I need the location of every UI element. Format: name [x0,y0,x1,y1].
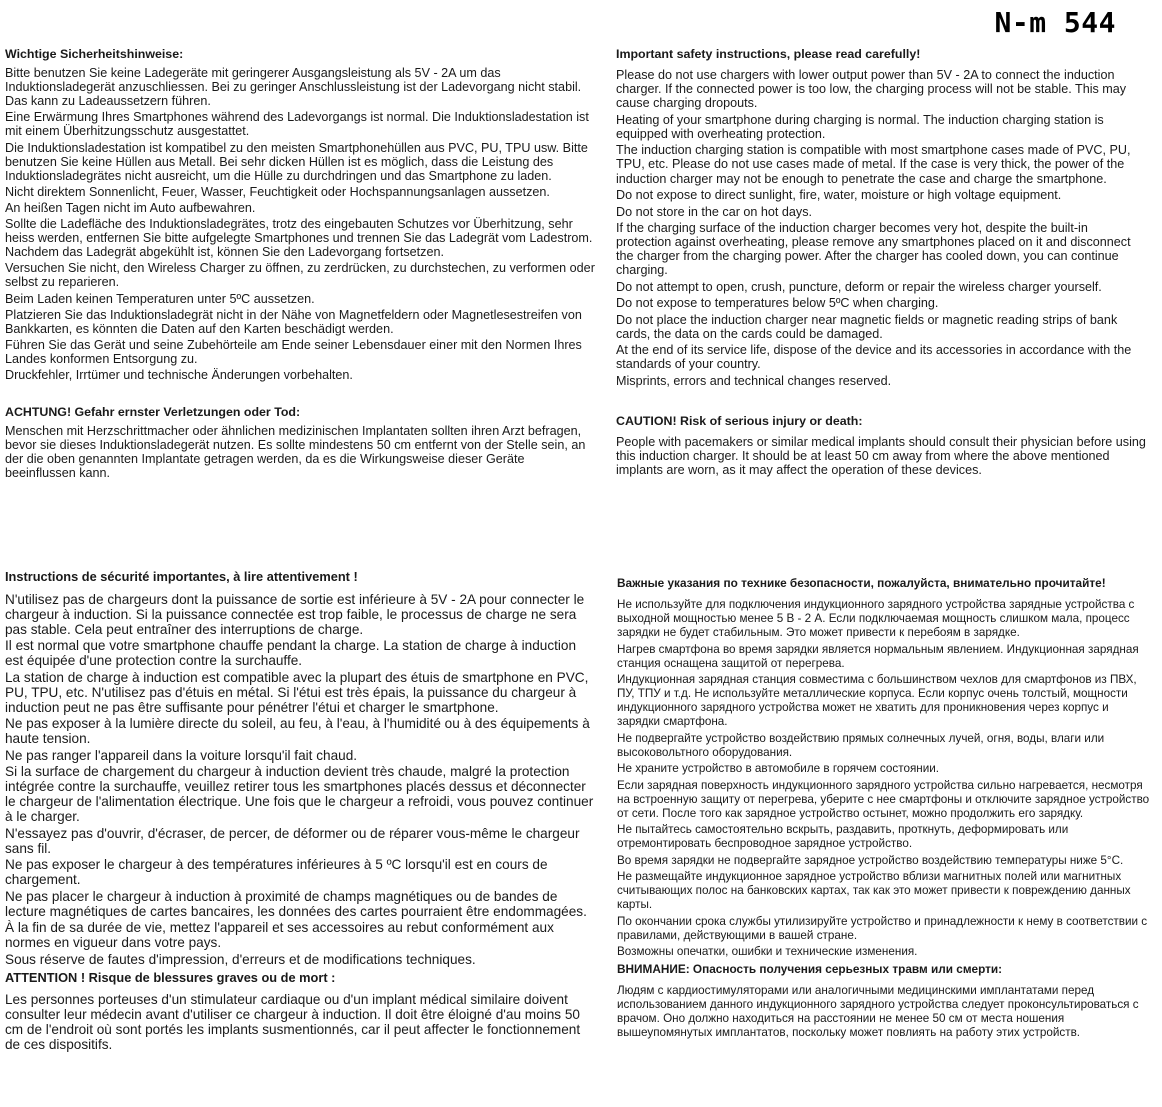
english-item: Please do not use chargers with lower output power than 5V - 2A to connect the induction charger. If the connected power is too low, the charging process will not be stable. This may cause charging dropouts. [616,68,1127,111]
french-item: Ne pas placer le chargeur à induction à proximité de champs magnétiques ou de bandes de lecture magnétiques de cartes bancaires, les données des cartes pourraient être endommagées. [5,888,587,919]
english-warning-text: People with pacemakers or similar medical implants should consult their physician before using this induction charger. It should be at least 50 cm away from where the above mentioned implants are worn, as it may affect the operation of these devices. [616,435,1146,478]
german-item: Die Induktionsladestation ist kompatibel zu den meisten Smartphonehüllen aus PVC, PU, TPU usw. Bitte benutzen Sie keine Hüllen aus Metall. Bei sehr dicken Hüllen ist es möglich, dass die Leistung des Induktionsladegrätes nicht ausreicht, um die Hülle zu durchdringen und das Smartphone zu laden. [5,140,588,183]
german-item: Versuchen Sie nicht, den Wireless Charger zu öffnen, zu zerdrücken, zu durchstechen, zu verformen oder selbst zu reparieren. [5,261,595,290]
french-item: N'utilisez pas de chargeurs dont la puissance de sortie est inférieure à 5V - 2A pour connecter le chargeur à induction. Si la puissance connectée est trop faible, le processus de charge ne sera pas stable. Cela peut entraîner des interruptions de charge. [5,591,585,637]
french-section [5,570,595,1055]
english-item: At the end of its service life, dispose of the device and its accessories in accordance with the standards of your country. [616,343,1132,372]
english-item: Do not expose to temperatures below 5ºC when charging. [616,296,939,311]
german-item: Eine Erwärmung Ihres Smartphones während des Ladevorgangs ist normal. Die Induktionsladestation ist mit einem Überhitzungsschutz ausgestattet. [5,110,589,139]
german-section [5,47,597,483]
russian-item: Не подвергайте устройство воздействию прямых солнечных лучей, огня, воды, влаги или высоковольтного оборудования. [617,731,1105,759]
english-item: The induction charging station is compatible with most smartphone cases made of PVC, PU, TPU, etc. Please do not use cases made of metal. If the case is very thick, the power of the induction charger may not be enough to penetrate the case and charge the smartphone. [616,143,1131,186]
english-item: Do not expose to direct sunlight, fire, water, moisture or high voltage equipment. [616,188,1062,203]
french-item: À la fin de sa durée de vie, mettez l'appareil et ses accessoires au rebut conformément aux normes en vigueur dans votre pays. [5,920,554,951]
french-item: N'essayez pas d'ouvrir, d'écraser, de percer, de déformer ou de réparer vous-même le chargeur sans fil. [5,825,580,856]
russian-item: Не используйте для подключения индукционного зарядного устройства зарядные устройства с выходной мощностью менее 5 В - 2 А. Если подключаемая мощность слишком мала, процесс зарядки не будет стабильным. Это может привести к перебоям в зарядке. [617,598,1135,640]
russian-warning-heading: ВНИМАНИЕ: Опасность получения серьезных травм или смерти: [617,961,1003,976]
german-item: Sollte die Ladefläche des Induktionsladegrätes, trotz des eingebauten Schutzes vor Überhitzung, sehr heiss werden, entfernen Sie bitte aufgelegte Smartphones und trennen Sie das Ladegrät vom Ladestrom. Nachdem das Ladegrät abgekühlt ist, können Sie den Ladevorgang fortsetzen. [5,217,593,260]
french-item: Ne pas exposer à la lumière directe du soleil, au feu, à l'eau, à l'humidité ou à des équipements à haute tension. [5,716,590,747]
english-item: Do not store in the car on hot days. [616,204,813,219]
french-warning-heading: ATTENTION ! Risque de blessures graves ou de mort : [5,969,336,985]
german-item: Bitte benutzen Sie keine Ladegeräte mit geringerer Ausgangsleistung als 5V - 2A um das Induktionsladegerät anzuschliessen. Bei zu geringer Anschlussleistung ist der Ladevorgang nicht stabil. Das kann zu Ladeaussetzern führen. [5,66,582,109]
french-item: Sous réserve de fautes d'impression, d'erreurs et de modifications techniques. [5,951,476,967]
german-item: Führen Sie das Gerät und seine Zubehörteile am Ende seiner Lebensdauer einer mit den Normen Ihres Landes konformen Entsorgung zu. [5,337,582,366]
russian-item: По окончании срока службы утилизируйте устройство и принадлежности к нему в соответствии с правилами, действующими в вашей стране. [617,914,1148,942]
russian-item: Не размещайте индукционное зарядное устройство вблизи магнитных полей или магнитных считывающих полос на банковских картах, так как это может привести к повреждению данных карты. [617,870,1131,912]
russian-item: Нагрев смартфона во время зарядки является нормальным явлением. Индукционная зарядная станция оснащена защитой от перегрева. [617,642,1139,670]
english-item: Misprints, errors and technical changes reserved. [616,373,892,388]
french-item: Il est normal que votre smartphone chauffe pendant la charge. La station de charge à induction est équipée d'une protection contre la surchauffe. [5,638,577,669]
german-warning-text: Menschen mit Herzschrittmacher oder ähnlichen medizinischen Implantaten sollten ihren Arzt befragen, bevor sie dieses Induktionsladegerät nutzen. Es sollte mindestens 50 cm entfernt von der Stelle sein, an der die oben genannten Implantate getragen werden, da es die Wirkungsweise dieser Geräte beeinflussen kann. [5,424,586,481]
english-item: Heating of your smartphone during charging is normal. The induction charging station is equipped with overheating protection. [616,112,1104,141]
english-item: Do not attempt to open, crush, puncture, deform or repair the wireless charger yourself. [616,279,1102,294]
english-heading: Important safety instructions, please read carefully! [616,47,921,61]
russian-heading: Важные указания по технике безопасности, пожалуйста, внимательно прочитайте! [617,576,1106,590]
french-item: Ne pas exposer le chargeur à des températures inférieures à 5 ºC lorsqu'il est en cours de chargement. [5,857,548,888]
english-warning-heading: CAUTION! Risk of serious injury or death: [616,413,863,428]
german-item: Nicht direktem Sonnenlicht, Feuer, Wasser, Feuchtigkeit oder Hochspannungsanlagen aussetzen. [5,184,550,199]
russian-warning-text: Людям с кардиостимуляторами или аналогичными медицинскими имплантатами перед использованием данного индукционного зарядного устройства следует проконсультироваться с врачом. Оно должно находиться на расстоянии не менее 50 см от места ношения вышеупомянутых имплантатов, поскольку может повлиять на работу этих устройств. [617,983,1139,1039]
french-heading: Instructions de sécurité importantes, à lire attentivement ! [5,569,358,584]
russian-item: Индукционная зарядная станция совместима с большинством чехлов для смартфонов из ПВХ, ПУ, ТПУ и т.д. Не используйте металлические корпуса. Если корпус очень толстый, мощности индукционного зарядного устройства может не хватить для проникновения через корпус и зарядки смартфона. [617,673,1137,729]
french-item: Ne pas ranger l'appareil dans la voiture lorsqu'il fait chaud. [5,747,358,763]
german-item: Druckfehler, Irrtümer und technische Änderungen vorbehalten. [5,367,353,382]
english-item: If the charging surface of the induction charger becomes very hot, despite the built-in protection against overheating, please remove any smartphones placed on it and disconnect the charger from the charging power. After the charger has cooled down, you can continue charging. [616,220,1131,278]
english-section [616,47,1146,480]
russian-item: Не пытайтесь самостоятельно вскрыть, раздавить, проткнуть, деформировать или отремонтировать беспроводное зарядное устройство. [617,823,1069,851]
russian-section [617,576,1152,1042]
german-heading: Wichtige Sicherheitshinweise: [5,47,184,61]
english-item: Do not place the induction charger near magnetic fields or magnetic reading strips of bank cards, the data on the cards could be damaged. [616,312,1118,341]
russian-item: Если зарядная поверхность индукционного зарядного устройства сильно нагревается, несмотря на встроенную защиту от перегрева, уберите с нее смартфоны и отключите зарядное устройство от сети. После того как зарядное устройство остынет, можно продолжить его зарядку. [617,778,1150,820]
russian-item: Не храните устройство в автомобиле в горячем состоянии. [617,762,940,776]
document-code: N-m 544 [994,6,1116,39]
russian-item: Во время зарядки не подвергайте зарядное устройство воздействию температуры ниже 5°С. [617,853,1124,867]
french-item: La station de charge à induction est compatible avec la plupart des étuis de smartphone en PVC, PU, TPU, etc. N'utilisez pas d'étuis en métal. Si l'étui est très épais, la puissance du chargeur à induction peut ne pas être suffisante pour pénétrer l'étui et charger le smartphone. [5,669,589,715]
german-item: Platzieren Sie das Induktionsladegrät nicht in der Nähe von Magnetfeldern oder Magnetlesestreifen von Bankkarten, es könnten die Daten auf den Karten beschädigt werden. [5,307,582,336]
russian-item: Возможны опечатки, ошибки и технические изменения. [617,945,918,959]
french-item: Si la surface de chargement du chargeur à induction devient très chaude, malgré la protection intégrée contre la surchauffe, veuillez retirer tous les smartphones placés dessus et déconnecter le chargeur de l'alimentation électrique. Une fois que le chargeur a refroidi, vous pouvez continuer à le charger. [5,764,594,825]
german-warning-heading: ACHTUNG! Gefahr ernster Verletzungen oder Tod: [5,405,301,420]
german-item: An heißen Tagen nicht im Auto aufbewahren. [5,200,256,215]
french-warning-text: Les personnes porteuses d'un stimulateur cardiaque ou d'un implant médical similaire doivent consulter leur médecin avant d'utiliser ce chargeur à induction. Il doit être éloigné d'au moins 50 cm de l'endroit où sont portés les implants susmentionnés, car il peut affecter le fonctionnement de ces dispositifs. [5,992,581,1053]
german-item: Beim Laden keinen Temperaturen unter 5ºC aussetzen. [5,291,315,306]
